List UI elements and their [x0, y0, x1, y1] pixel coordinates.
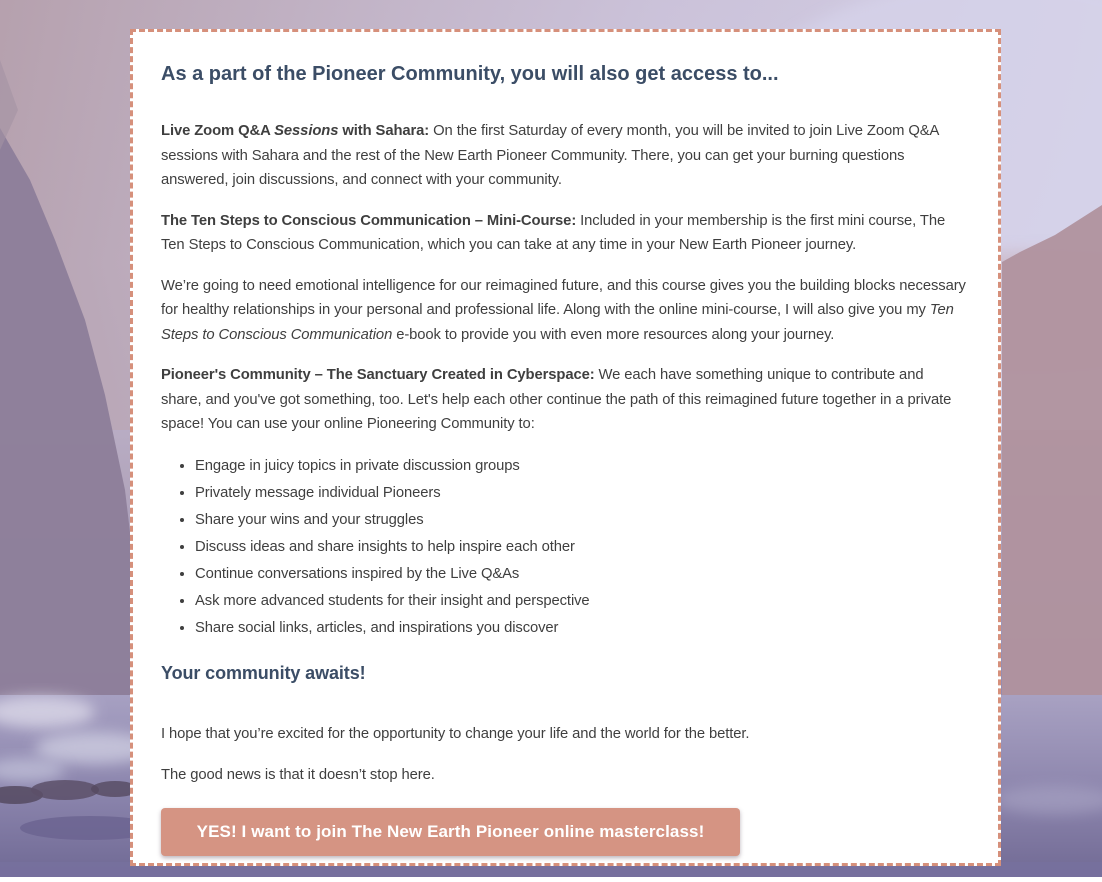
bold-run: Live Zoom Q&A: [161, 123, 275, 139]
subheading-community-awaits: Your community awaits!: [161, 663, 366, 683]
body-copy: [161, 119, 966, 856]
content-card: [130, 29, 1001, 866]
bold-run: Pioneer's Community – The Sanctuary Created in Cyberspace:: [161, 367, 595, 383]
list-item: • Privately message individual Pioneers: [195, 481, 966, 506]
text-run: We’re going to need emotional intelligence for our reimagined future, and this course gives you the building blocks necessary for healthy relationships in your personal and professional life. Along with the online mini-course, I will also give you my: [161, 277, 966, 318]
cta-container: [161, 808, 966, 856]
list-item: • Share your wins and your struggles: [195, 508, 966, 533]
list-item: • Discuss ideas and share insights to help inspire each other: [195, 535, 966, 560]
paragraph-hope: I hope that you’re excited for the opportunity to change your life and the world for the better.: [161, 726, 750, 742]
bold-italic-run: Sessions: [274, 123, 339, 139]
paragraph-good-news: The good news is that it doesn’t stop here.: [161, 766, 435, 783]
text-run: On the first Saturday of every month, you will be invited to join Live Zoom Q&A sessions with Sahara and the rest of the New Earth Pioneer Community. There, you can get your burning questions answered, join discussions, and connect with your community.: [161, 123, 939, 188]
list-item: • Ask more advanced students for their insight and perspective: [195, 589, 966, 614]
text-run: We each have something unique to contribute and share, and you've got something, too. Let's help each other continue the path of this reimagined future together in a private space! You can use your online Pioneering Community to:: [161, 367, 952, 432]
bold-run: The Ten Steps to Conscious Communication – Mini-Course:: [161, 212, 577, 229]
paragraph-sanctuary: [161, 363, 966, 437]
community-benefits-list: [161, 454, 966, 641]
bold-run: with Sahara:: [338, 123, 430, 139]
list-item: • Engage in juicy topics in private discussion groups: [195, 454, 966, 479]
text-run: Included in your membership is the first mini course, The Ten Steps to Conscious Communication, which you can take at any time in your New Earth Pioneer journey.: [161, 212, 946, 253]
text-run: e-book to provide you with even more resources along your journey.: [392, 326, 835, 343]
paragraph-emotional-intelligence: [161, 274, 966, 348]
paragraph-mini-course: [161, 209, 966, 258]
paragraph-live-zoom: [161, 119, 966, 193]
rock: [31, 780, 99, 800]
list-item: • Continue conversations inspired by the Live Q&As: [195, 562, 966, 587]
join-masterclass-button[interactable]: YES! I want to join The New Earth Pioneer online masterclass!: [161, 808, 740, 856]
page-title: As a part of the Pioneer Community, you will also get access to...: [161, 63, 779, 85]
italic-run: Ten Steps to Conscious Communication: [161, 302, 954, 343]
list-item: • Share social links, articles, and inspirations you discover: [195, 616, 966, 641]
